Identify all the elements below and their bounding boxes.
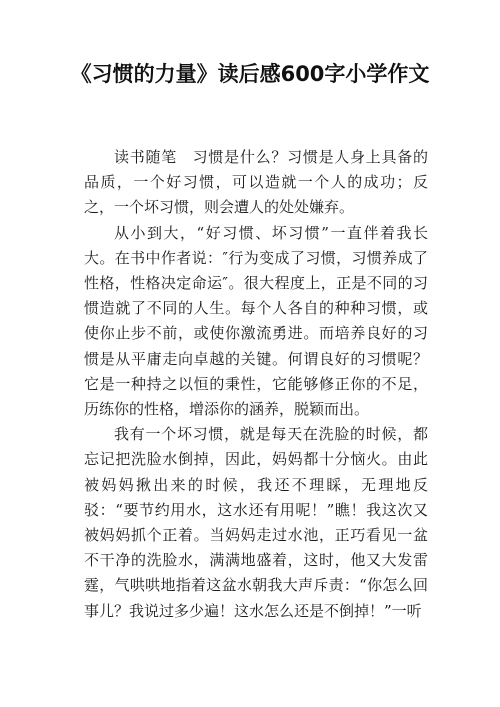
article-body [84, 145, 428, 624]
document-title: 《习惯的力量》读后感600字小学作文 [70, 62, 430, 86]
paragraph: 读书随笔 习惯是什么？习惯是人身上具备的品质，一个好习惯，可以造就一个人的成功；反之，一个坏习惯，则会遭人的处处嫌弃。 [84, 148, 428, 217]
paragraph: 从小到大，“好习惯、坏习惯”一直伴着我长大。在书中作者说：″行为变成了习惯，习惯养成了性格，性格决定命运″。很大程度上，正是不同的习惯造就了不同的人生。每个人各自的种种习惯，或使你止步不前，或使你激流勇进。而培养良好的习惯是从平庸走向卓越的关键。何谓良好的习惯呢？它是一种持之以恒的秉性，它能够修正你的不足，历练你的性格，增添你的涵养，脱颖而出。 [84, 223, 428, 419]
paragraph: 我有一个坏习惯，就是每天在洗脸的时候，都忘记把洗脸水倒掉，因此，妈妈都十分恼火。由此被妈妈揪出来的时候，我还不理睬，无理地反驳：“要节约用水，这水还有用呢！”瞧！我这次又被妈妈抓个正着。当妈妈走过水池，正巧看见一盆不干净的洗脸水，满满地盛着，这时，他又大发雷霆，气哄哄地指着这盆水朝我大声斥责：“你怎么回事儿？我说过多少遍！这水怎么还是不倒掉！”一听 [84, 425, 428, 620]
